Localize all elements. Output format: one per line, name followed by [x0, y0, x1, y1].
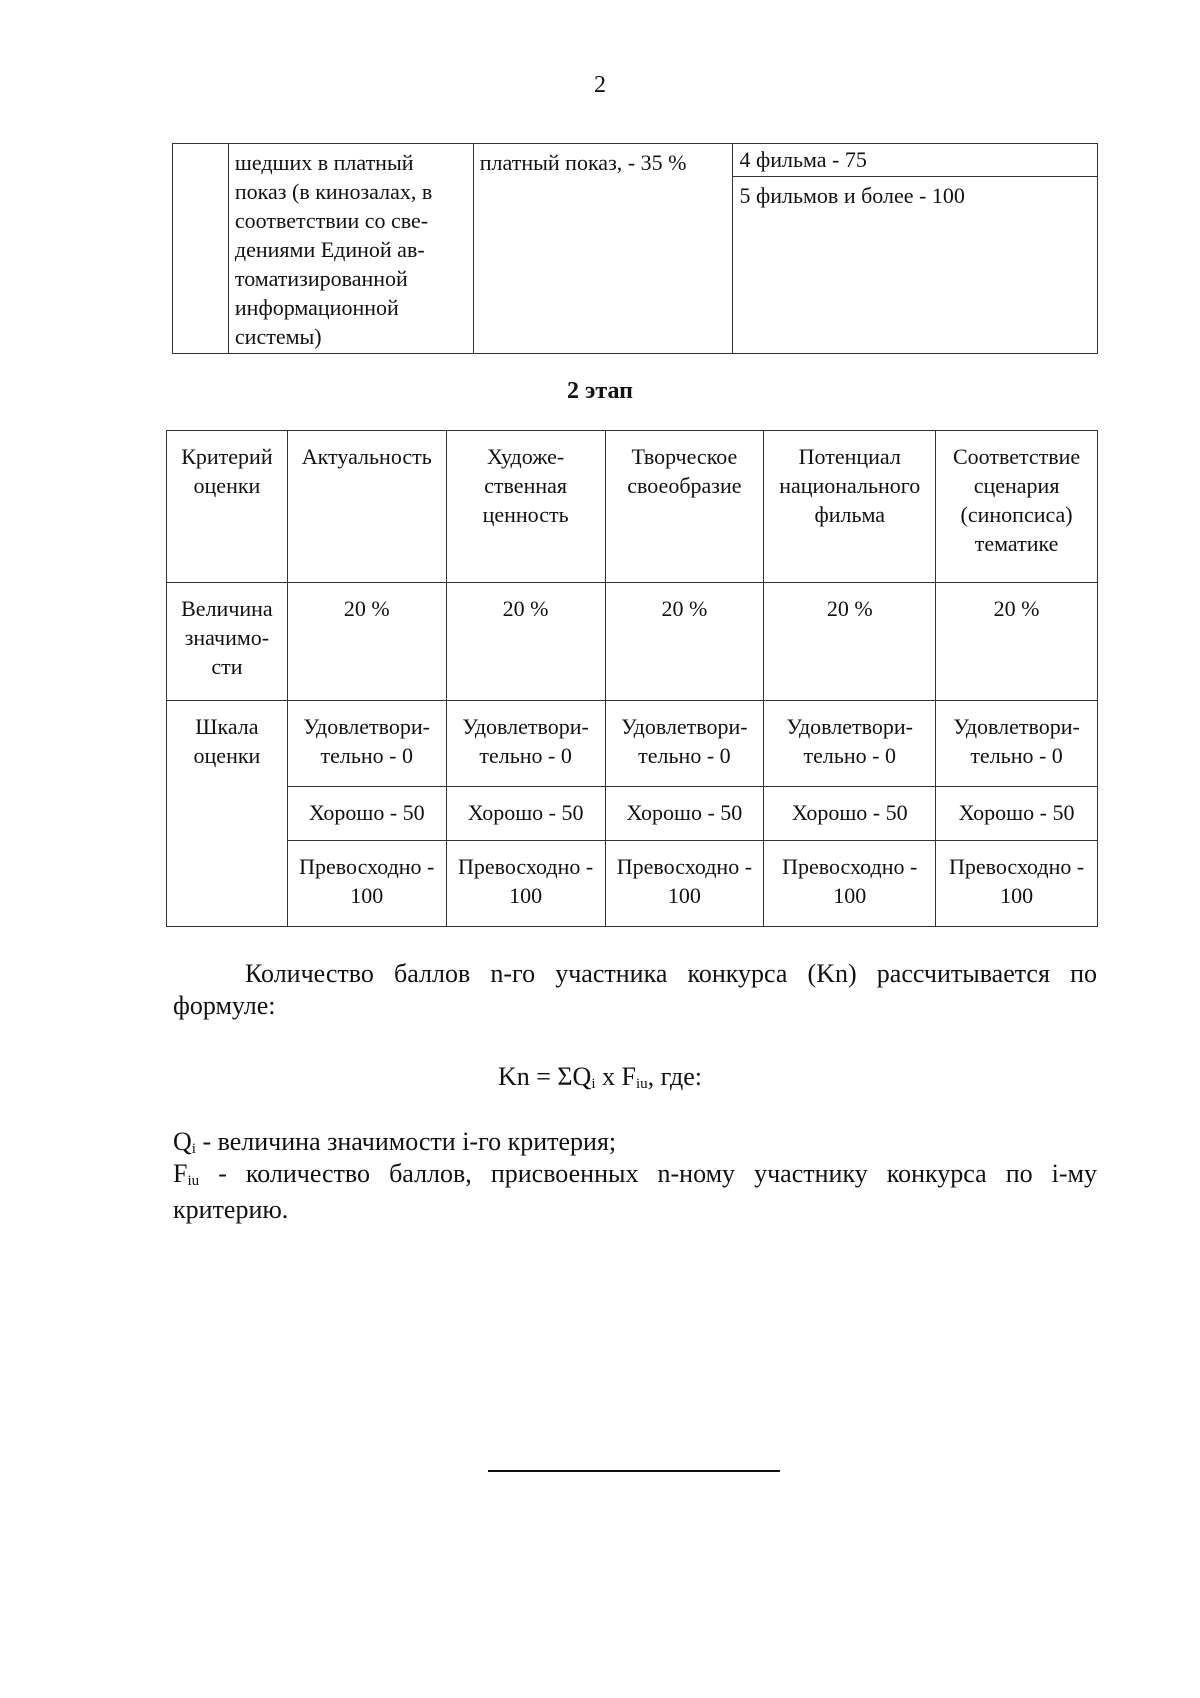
table-cell: Шкала оценки — [167, 701, 288, 927]
table-cell: Величина значимо- сти — [167, 583, 288, 701]
table-row — [167, 841, 1098, 927]
table-header-cell: Актуальность — [287, 431, 446, 583]
table-cell: 20 % — [764, 583, 936, 701]
table-cell: 4 фильма - 75 — [733, 144, 1098, 177]
table-cell: Удовлетвори- тельно - 0 — [605, 701, 764, 787]
table-header-row — [167, 431, 1098, 583]
table-cell: Превосходно - 100 — [605, 841, 764, 927]
table-cell: Превосходно - 100 — [446, 841, 605, 927]
stage-2-heading: 2 этап — [567, 378, 633, 404]
criteria-table-continued — [172, 143, 1098, 354]
table-cell: Хорошо - 50 — [446, 787, 605, 841]
table-header-cell: Критерий оценки — [167, 431, 288, 583]
table-cell: Превосходно - 100 — [764, 841, 936, 927]
table-header-cell: Художе- ственная ценность — [446, 431, 605, 583]
table-cell: 20 % — [605, 583, 764, 701]
table-header-cell: Потенциал национального фильма — [764, 431, 936, 583]
table-header-cell: Творческое своеобразие — [605, 431, 764, 583]
table-cell: Хорошо - 50 — [287, 787, 446, 841]
table-cell: 20 % — [287, 583, 446, 701]
table-cell: Хорошо - 50 — [936, 787, 1098, 841]
scoring-formula: $Kn = \Sigma Q_i$ x $F_{iu}$, где: — [497, 1062, 703, 1092]
page-number: 2 — [594, 72, 606, 98]
table-cell: Удовлетвори- тельно - 0 — [446, 701, 605, 787]
table-cell: 20 % — [446, 583, 605, 701]
stage-2-criteria-table — [166, 430, 1098, 927]
table-row — [167, 787, 1098, 841]
table-row — [173, 144, 1098, 177]
definition-f: $F_{iu}$ - количество баллов, присвоенных n-ному участнику конкурса по i-му критерию. — [173, 1159, 1097, 1224]
definition-q: $Q_i$ - величина значимости i-го критерия; — [173, 1127, 617, 1157]
table-cell: платный показ, - 35 % — [473, 144, 733, 354]
table-row — [167, 583, 1098, 701]
table-cell: шедших в платный показ (в кинозалах, в соответствии со све- дениями Единой ав- томатизированной информационной системы) — [228, 144, 473, 354]
table-cell: 5 фильмов и более - 100 — [733, 176, 1098, 353]
table-cell: 20 % — [936, 583, 1098, 701]
table-cell: Превосходно - 100 — [936, 841, 1098, 927]
table-cell: Хорошо - 50 — [764, 787, 936, 841]
table-cell — [173, 144, 229, 354]
table-cell: Превосходно - 100 — [287, 841, 446, 927]
table-header-cell: Соответствие сценария (синопсиса) тематике — [936, 431, 1098, 583]
table-cell: Хорошо - 50 — [605, 787, 764, 841]
table-row — [167, 701, 1098, 787]
scoring-intro-paragraph: Количество баллов n-го участника конкурса (Kn) рассчитывается по формуле: — [173, 959, 1097, 1020]
end-divider-line — [488, 1470, 780, 1472]
table-cell: Удовлетвори- тельно - 0 — [287, 701, 446, 787]
table-cell: Удовлетвори- тельно - 0 — [936, 701, 1098, 787]
table-cell: Удовлетвори- тельно - 0 — [764, 701, 936, 787]
